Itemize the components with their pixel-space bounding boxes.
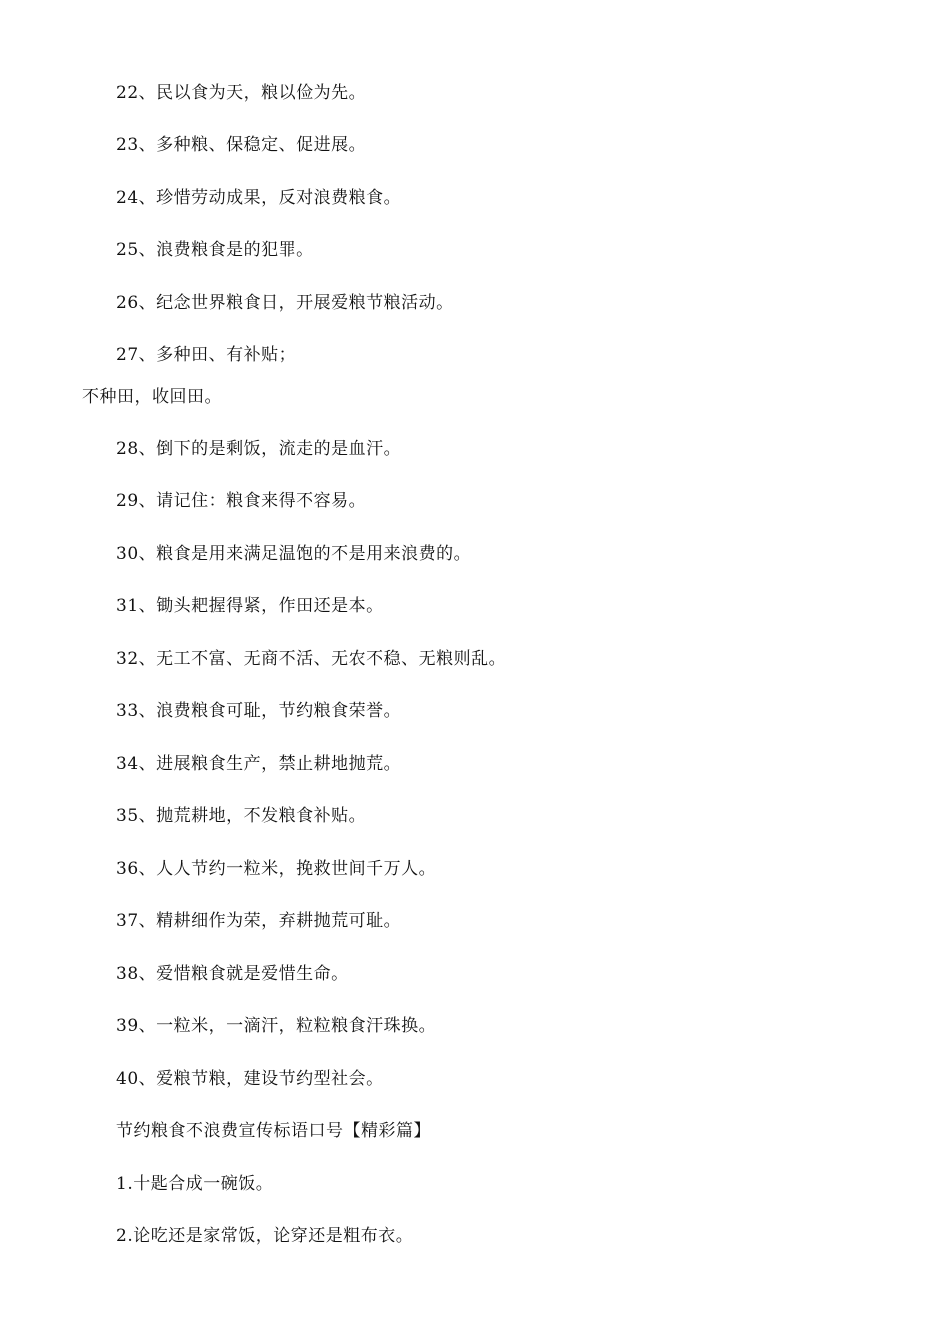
slogan-24: 24、珍惜劳动成果，反对浪费粮食。	[116, 188, 402, 208]
slogan-1: 1.十匙合成一碗饭。	[116, 1174, 274, 1194]
slogan-33: 33、浪费粮食可耻，节约粮食荣誉。	[116, 701, 402, 721]
slogan-27: 27、多种田、有补贴；	[116, 345, 297, 365]
slogan-25: 25、浪费粮食是的犯罪。	[116, 240, 314, 260]
slogan-28: 28、倒下的是剩饭，流走的是血汗。	[116, 439, 402, 459]
slogan-34: 34、进展粮食生产，禁止耕地抛荒。	[116, 754, 402, 774]
slogan-35: 35、抛荒耕地，不发粮食补贴。	[116, 806, 367, 826]
slogan-37: 37、精耕细作为荣，弃耕抛荒可耻。	[116, 911, 402, 931]
slogan-2: 2.论吃还是家常饭，论穿还是粗布衣。	[116, 1226, 414, 1246]
slogan-31: 31、锄头耙握得紧，作田还是本。	[116, 596, 384, 616]
slogan-32: 32、无工不富、无商不活、无农不稳、无粮则乱。	[116, 649, 507, 669]
slogan-29: 29、请记住：粮食来得不容易。	[116, 491, 367, 511]
slogan-22: 22、民以食为天，粮以俭为先。	[116, 83, 367, 103]
slogan-23: 23、多种粮、保稳定、促进展。	[116, 135, 367, 155]
slogan-36: 36、人人节约一粒米，挽救世间千万人。	[116, 859, 437, 879]
slogan-27-continued: 不种田，收回田。	[82, 387, 222, 407]
slogan-26: 26、纪念世界粮食日，开展爱粮节粮活动。	[116, 293, 454, 313]
slogan-30: 30、粮食是用来满足温饱的不是用来浪费的。	[116, 544, 472, 564]
slogan-39: 39、一粒米，一滴汗，粒粒粮食汗珠换。	[116, 1016, 437, 1036]
slogan-38: 38、爱惜粮食就是爱惜生命。	[116, 964, 349, 984]
section-heading: 节约粮食不浪费宣传标语口号【精彩篇】	[116, 1121, 431, 1141]
slogan-40: 40、爱粮节粮，建设节约型社会。	[116, 1069, 384, 1089]
